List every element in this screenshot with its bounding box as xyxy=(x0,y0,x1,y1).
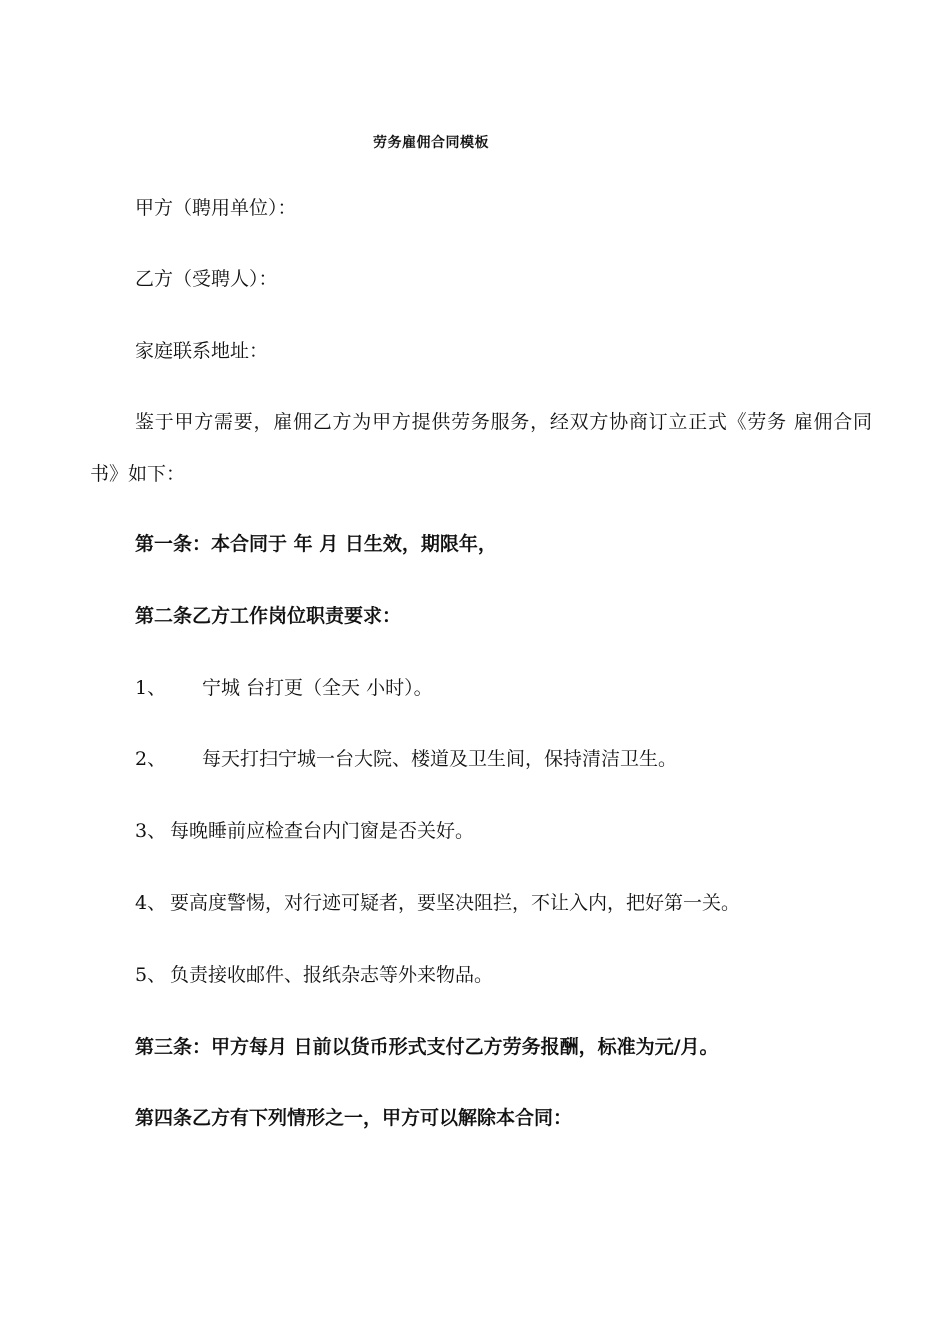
article-3: 第三条：甲方每月 日前以货币形式支付乙方劳务报酬，标准为元/月。 xyxy=(135,1036,719,1058)
duty-item-5 xyxy=(135,963,493,987)
duty-item-1 xyxy=(135,676,433,700)
article-1: 第一条：本合同于 年 月 日生效，期限年， xyxy=(135,533,497,555)
preamble-paragraph: 鉴于甲方需要，雇佣乙方为甲方提供劳务服务，经双方协商订立正式《劳务 雇佣合同书》如下： xyxy=(90,411,872,485)
duty-item-number: 1、 xyxy=(135,677,167,699)
duty-item-text: 宁城 台打更（全天 小时）。 xyxy=(202,677,433,699)
duty-item-number: 3、 xyxy=(135,820,167,842)
duty-item-text: 每晚睡前应检查台内门窗是否关好。 xyxy=(170,820,475,842)
duty-item-number: 2、 xyxy=(135,748,167,770)
duty-item-text: 负责接收邮件、报纸杂志等外来物品。 xyxy=(170,964,494,986)
duty-item-4 xyxy=(135,891,740,915)
duty-item-text: 要高度警惕，对行迹可疑者，要坚决阻拦，不让入内，把好第一关。 xyxy=(170,892,741,914)
party-b-line: 乙方（受聘人）： xyxy=(135,268,278,290)
article-2-heading: 第二条乙方工作岗位职责要求： xyxy=(135,605,402,627)
duty-item-number: 4、 xyxy=(135,892,167,914)
article-4-heading: 第四条乙方有下列情形之一，甲方可以解除本合同： xyxy=(135,1107,573,1129)
duty-item-number: 5、 xyxy=(135,964,167,986)
home-address-line: 家庭联系地址： xyxy=(135,340,269,362)
party-a-line: 甲方（聘用单位）： xyxy=(135,197,297,219)
duty-item-text: 每天打扫宁城一台大院、楼道及卫生间，保持清洁卫生。 xyxy=(202,748,678,770)
duty-item-2 xyxy=(135,747,677,771)
document-title: 劳务雇佣合同模板 xyxy=(373,135,489,151)
duty-item-3 xyxy=(135,819,474,843)
